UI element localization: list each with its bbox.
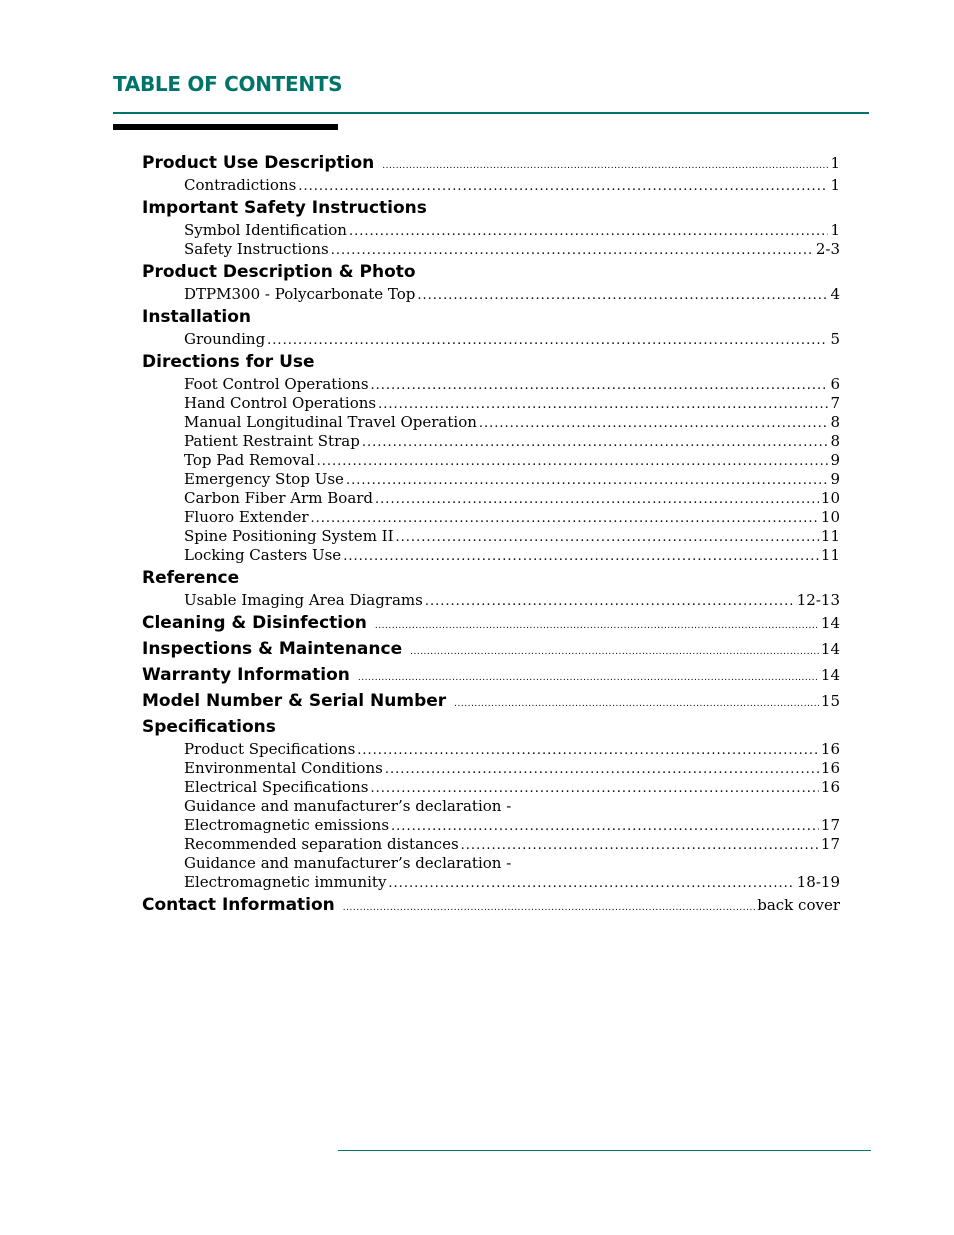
toc-subentry[interactable] bbox=[142, 285, 840, 304]
toc-entry-label: Guidance and manufacturer’s declaration - bbox=[184, 854, 512, 872]
toc-entry-label: Top Pad Removal bbox=[184, 451, 315, 469]
toc-entry-label: Warranty Information bbox=[142, 665, 350, 685]
dot-leader bbox=[385, 760, 819, 778]
toc-entry-label: Patient Restraint Strap bbox=[184, 432, 360, 450]
dot-leader bbox=[396, 528, 819, 546]
footer-rule bbox=[338, 1150, 871, 1151]
toc-page-number: 10 bbox=[820, 489, 840, 507]
toc-page-number: 9 bbox=[830, 470, 840, 488]
toc-page-number: 17 bbox=[820, 835, 840, 853]
toc-page-number: 8 bbox=[830, 432, 840, 450]
toc-subentry[interactable] bbox=[142, 470, 840, 489]
toc-entry-label: Contact Information bbox=[142, 895, 335, 915]
toc-page-number: 5 bbox=[830, 330, 840, 348]
toc-heading[interactable] bbox=[142, 566, 840, 591]
toc-entry-label: Reference bbox=[142, 568, 240, 588]
toc-page-number: back cover bbox=[757, 896, 840, 914]
header-bar bbox=[113, 124, 338, 130]
toc-heading[interactable] bbox=[142, 893, 840, 918]
page-title: TABLE OF CONTENTS bbox=[113, 72, 343, 96]
dot-leader bbox=[357, 741, 819, 759]
toc-page-number: 1 bbox=[830, 176, 840, 194]
toc-page-number: 9 bbox=[830, 451, 840, 469]
toc-subentry[interactable] bbox=[142, 451, 840, 470]
toc-page-number: 17 bbox=[820, 816, 840, 834]
toc-entry-label: Installation bbox=[142, 307, 252, 327]
dot-leader bbox=[382, 154, 828, 176]
toc-subentry[interactable] bbox=[142, 740, 840, 759]
toc-entry-label: Environmental Conditions bbox=[184, 759, 383, 777]
toc-subentry[interactable] bbox=[142, 432, 840, 451]
toc-entry-label: Contradictions bbox=[184, 176, 297, 194]
toc-page-number: 14 bbox=[820, 640, 840, 658]
toc-entry-label: Manual Longitudinal Travel Operation bbox=[184, 413, 477, 431]
toc-page-number: 16 bbox=[820, 778, 840, 796]
toc-subentry[interactable] bbox=[142, 873, 840, 892]
toc-entry-label: Product Specifications bbox=[184, 740, 356, 758]
toc-entry-label: Model Number & Serial Number bbox=[142, 691, 447, 711]
toc-entry-label: Usable Imaging Area Diagrams bbox=[184, 591, 423, 609]
dot-leader bbox=[267, 331, 828, 349]
toc-page-number: 1 bbox=[830, 221, 840, 239]
toc-page-number: 4 bbox=[830, 285, 840, 303]
toc-page-number: 6 bbox=[830, 375, 840, 393]
toc-subentry[interactable] bbox=[142, 591, 840, 610]
toc-heading[interactable] bbox=[142, 350, 840, 375]
toc-entry-label: Symbol Identification bbox=[184, 221, 347, 239]
dot-leader bbox=[417, 286, 828, 304]
toc-heading[interactable] bbox=[142, 260, 840, 285]
dot-leader bbox=[311, 509, 819, 527]
toc-subentry[interactable] bbox=[142, 835, 840, 854]
toc-page-number: 14 bbox=[820, 666, 840, 684]
toc-subentry[interactable] bbox=[142, 546, 840, 565]
toc-subentry[interactable] bbox=[142, 759, 840, 778]
toc-heading[interactable] bbox=[142, 305, 840, 330]
toc-subentry[interactable] bbox=[142, 527, 840, 546]
toc-heading[interactable] bbox=[142, 637, 840, 662]
dot-leader bbox=[343, 547, 819, 565]
toc-entry-label: Directions for Use bbox=[142, 352, 315, 372]
toc-heading[interactable] bbox=[142, 196, 840, 221]
toc-entry-label: Carbon Fiber Arm Board bbox=[184, 489, 374, 507]
dot-leader bbox=[298, 177, 828, 195]
toc-page-number: 14 bbox=[820, 614, 840, 632]
dot-leader bbox=[388, 874, 794, 892]
toc-subentry[interactable] bbox=[142, 854, 840, 873]
dot-leader bbox=[375, 490, 819, 508]
header-rule bbox=[113, 112, 869, 114]
toc-entry-label: Hand Control Operations bbox=[184, 394, 377, 412]
toc-entry-label: Electromagnetic emissions bbox=[184, 816, 390, 834]
toc-subentry[interactable] bbox=[142, 375, 840, 394]
toc-heading[interactable] bbox=[142, 151, 840, 176]
toc-entry-label: Emergency Stop Use bbox=[184, 470, 344, 488]
dot-leader bbox=[479, 414, 829, 432]
toc-subentry[interactable] bbox=[142, 240, 840, 259]
toc-entry-label: Product Use Description bbox=[142, 153, 375, 173]
dot-leader bbox=[358, 666, 819, 688]
table-of-contents bbox=[142, 150, 840, 918]
toc-entry-label: Foot Control Operations bbox=[184, 375, 369, 393]
dot-leader bbox=[362, 433, 829, 451]
toc-heading[interactable] bbox=[142, 611, 840, 636]
toc-subentry[interactable] bbox=[142, 489, 840, 508]
toc-subentry[interactable] bbox=[142, 816, 840, 835]
toc-heading[interactable] bbox=[142, 715, 840, 740]
toc-page-number: 2-3 bbox=[815, 240, 840, 258]
toc-page-number: 1 bbox=[830, 154, 840, 172]
toc-subentry[interactable] bbox=[142, 221, 840, 240]
toc-page-number: 7 bbox=[830, 394, 840, 412]
toc-page-number: 16 bbox=[820, 759, 840, 777]
toc-subentry[interactable] bbox=[142, 176, 840, 195]
toc-entry-label: DTPM300 - Polycarbonate Top bbox=[184, 285, 416, 303]
dot-leader bbox=[375, 614, 819, 636]
dot-leader bbox=[343, 896, 755, 918]
dot-leader bbox=[349, 222, 829, 240]
dot-leader bbox=[317, 452, 829, 470]
toc-entry-label: Fluoro Extender bbox=[184, 508, 309, 526]
toc-page-number: 16 bbox=[820, 740, 840, 758]
dot-leader bbox=[371, 376, 829, 394]
toc-page-number: 15 bbox=[820, 692, 840, 710]
dot-leader bbox=[410, 640, 819, 662]
toc-entry-label: Guidance and manufacturer’s declaration - bbox=[184, 797, 512, 815]
toc-entry-label: Recommended separation distances bbox=[184, 835, 459, 853]
toc-subentry[interactable] bbox=[142, 778, 840, 797]
toc-subentry[interactable] bbox=[142, 394, 840, 413]
dot-leader bbox=[461, 836, 819, 854]
toc-entry-label: Electrical Specifications bbox=[184, 778, 369, 796]
dot-leader bbox=[331, 241, 814, 259]
dot-leader bbox=[454, 692, 819, 714]
toc-subentry[interactable] bbox=[142, 413, 840, 432]
toc-page-number: 11 bbox=[820, 527, 840, 545]
toc-subentry[interactable] bbox=[142, 797, 840, 816]
toc-heading[interactable] bbox=[142, 663, 840, 688]
toc-page-number: 8 bbox=[830, 413, 840, 431]
toc-entry-label: Spine Positioning System II bbox=[184, 527, 394, 545]
toc-page-number: 12-13 bbox=[796, 591, 840, 609]
toc-entry-label: Safety Instructions bbox=[184, 240, 329, 258]
dot-leader bbox=[425, 592, 795, 610]
toc-entry-label: Locking Casters Use bbox=[184, 546, 342, 564]
toc-entry-label: Important Safety Instructions bbox=[142, 198, 427, 218]
toc-entry-label: Inspections & Maintenance bbox=[142, 639, 403, 659]
toc-entry-label: Electromagnetic immunity bbox=[184, 873, 387, 891]
toc-entry-label: Cleaning & Disinfection bbox=[142, 613, 367, 633]
toc-subentry[interactable] bbox=[142, 508, 840, 527]
toc-page-number: 11 bbox=[820, 546, 840, 564]
toc-page-number: 18-19 bbox=[796, 873, 840, 891]
dot-leader bbox=[378, 395, 828, 413]
dot-leader bbox=[391, 817, 819, 835]
toc-entry-label: Specifications bbox=[142, 717, 276, 737]
toc-subentry[interactable] bbox=[142, 330, 840, 349]
toc-entry-label: Grounding bbox=[184, 330, 266, 348]
toc-page-number: 10 bbox=[820, 508, 840, 526]
toc-heading[interactable] bbox=[142, 689, 840, 714]
toc-entry-label: Product Description & Photo bbox=[142, 262, 416, 282]
dot-leader bbox=[370, 779, 818, 797]
dot-leader bbox=[346, 471, 829, 489]
